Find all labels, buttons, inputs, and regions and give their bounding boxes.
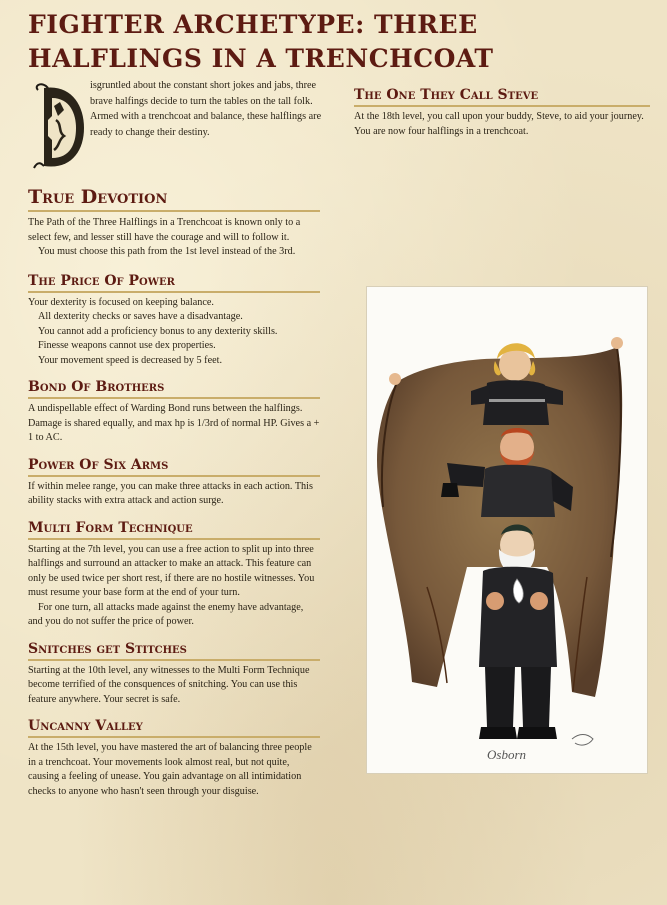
section-steve: [354, 86, 650, 139]
true-devotion-p2: You must choose this path from the 1st level instead of the 3rd.: [38, 246, 296, 257]
heading-six-arms: Power Of Six Arms: [28, 456, 320, 477]
intro-block: [28, 78, 320, 174]
bond-of-brothers-p1: A undispellable effect of Warding Bond runs between the halflings. Damage is shared equally, and max hp is 1/3rd of normal HP. Gives a + 1 to AC.: [28, 403, 320, 443]
heading-steve: The One They Call Steve: [354, 86, 650, 107]
uncanny-valley-p1: At the 15th level, you have mastered the art of balancing three people in a trenchcoat. Your movements look almost real, but not quite, causing a feeling of unease. You gain advantage on all intimidation checks to anyone who hasn't seen through your disguise.: [28, 742, 312, 797]
six-arms-p1: If within melee range, you can make three attacks in each action. This ability stacks with extra attack and action surge.: [28, 480, 313, 506]
snitches-p1: Starting at the 10th level, any witnesses to the Multi Form Technique become terrified of the consquences of snitching. You can use this feature anywhere. Your secret is safe.: [28, 664, 310, 705]
section-multi-form: [28, 519, 320, 630]
steve-p1: At the 18th level, you call upon your buddy, Steve, to aid your journey. You are now four halflings in a trenchcoat.: [354, 111, 644, 137]
intro-text: isgruntled about the constant short jokes and jabs, three brave halfings decide to turn the tables on the tall folk. Armed with a trenchcoat and balance, these halflings are ready to change their destiny.: [90, 80, 322, 138]
heading-uncanny-valley: Uncanny Valley: [28, 717, 320, 738]
artist-signature: Osborn: [487, 747, 527, 762]
price-of-power-p5: Your movement speed is decreased by 5 feet.: [38, 354, 222, 366]
section-uncanny-valley: [28, 717, 320, 799]
price-of-power-p3: You cannot add a proficiency bonus to any dexterity skills.: [38, 325, 278, 337]
price-of-power-p2: All dexterity checks or saves have a disadvantage.: [38, 311, 243, 322]
heading-bond-of-brothers: Bond Of Brothers: [28, 378, 320, 399]
section-six-arms: [28, 456, 320, 509]
section-true-devotion: [28, 186, 320, 260]
heading-true-devotion: True Devotion: [28, 186, 320, 212]
multi-form-p2: For one turn, all attacks made against the enemy have advantage, and you do not suffer the price of power.: [28, 601, 304, 627]
heading-snitches: Snitches get Stitches: [28, 640, 320, 661]
heading-multi-form: Multi Form Technique: [28, 519, 320, 540]
heading-price-of-power: The Price Of Power: [28, 272, 320, 293]
true-devotion-p1: The Path of the Three Halflings in a Trenchcoat is known only to a select few, and lesser still have the courage and will to follow it.: [28, 217, 301, 243]
section-bond-of-brothers: [28, 378, 320, 446]
multi-form-p1: Starting at the 7th level, you can use a free action to split up into three halflings and surround an attacker to make an attack. This feature can only be used twice per short rest, if there are no hostile witnesses. You must resume your base form at the end of your turn.: [28, 543, 315, 598]
price-of-power-p1: Your dexterity is focused on keeping balance.: [28, 296, 214, 308]
left-column: [28, 78, 320, 799]
page-title: FIGHTER ARCHETYPE: THREE HALFLINGS IN A TRENCHCOAT: [28, 10, 494, 73]
section-snitches: [28, 640, 320, 708]
price-of-power-p4: Finesse weapons cannot use dex properties.: [38, 340, 216, 351]
drop-cap-d-icon: [30, 80, 86, 172]
section-price-of-power: [28, 272, 320, 369]
halflings-illustration: [366, 286, 648, 774]
halflings-trenchcoat-image: [367, 287, 647, 773]
right-column: [354, 78, 650, 139]
